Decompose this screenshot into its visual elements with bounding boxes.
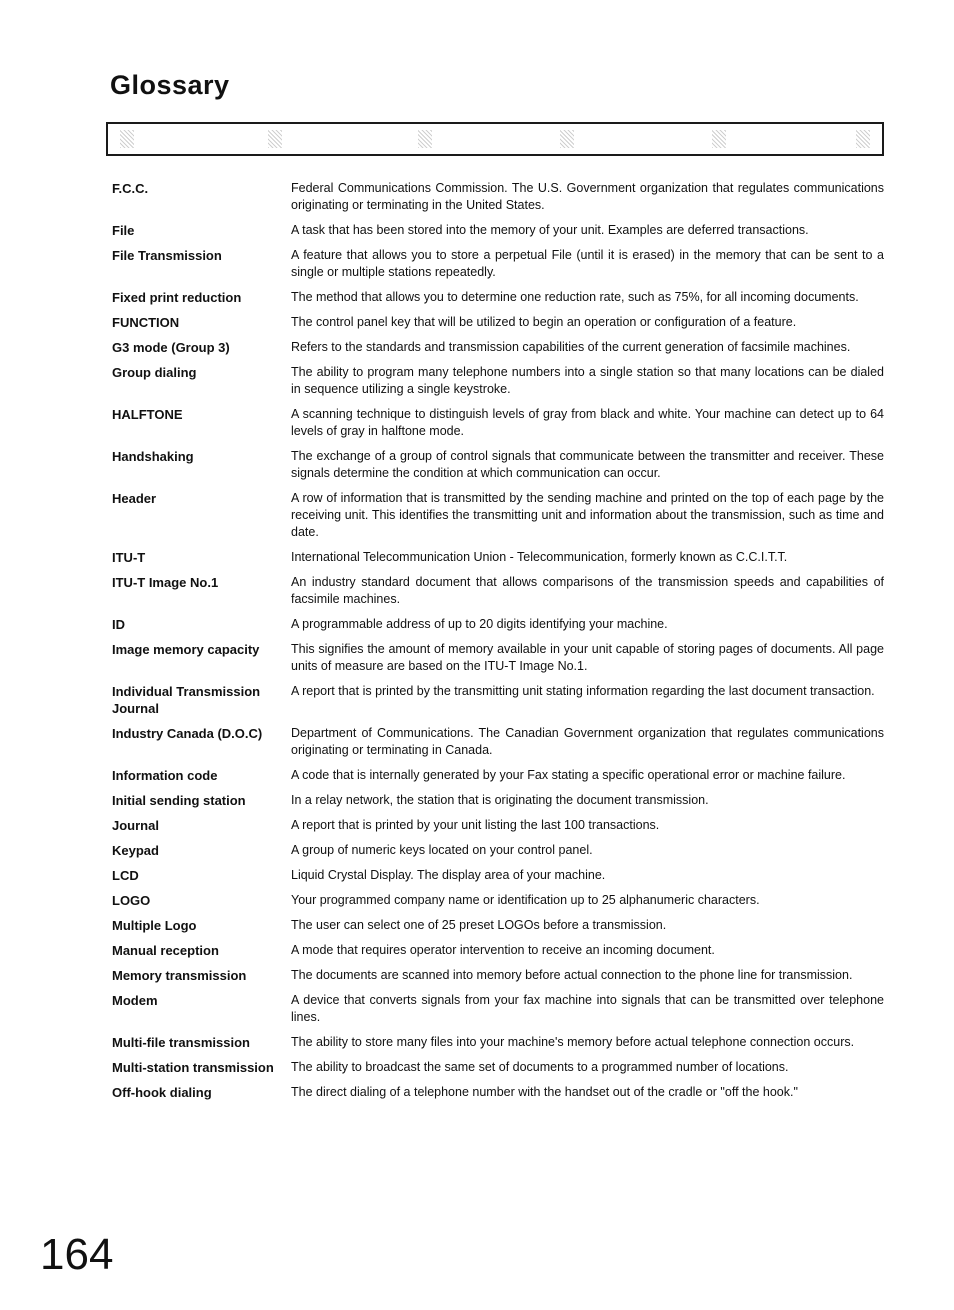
glossary-term: Image memory capacity xyxy=(112,642,260,657)
glossary-term: Header xyxy=(112,491,157,506)
glossary-term: Individual Transmission Journal xyxy=(112,684,261,716)
glossary-definition: Liquid Crystal Display. The display area of your machine. xyxy=(291,868,606,882)
glossary-entry xyxy=(112,222,884,239)
glossary-entry xyxy=(112,616,884,633)
glossary-term: Fixed print reduction xyxy=(112,290,242,305)
glossary-definition: A code that is internally generated by your Fax stating a specific operational error or machine failure. xyxy=(291,768,846,782)
glossary-term: Initial sending station xyxy=(112,793,246,808)
glossary-term: Keypad xyxy=(112,843,159,858)
glossary-definition: A mode that requires operator intervention to receive an incoming document. xyxy=(291,943,715,957)
page-number: 164 xyxy=(40,1230,114,1279)
glossary-term: ITU-T xyxy=(112,550,146,565)
glossary-term: G3 mode (Group 3) xyxy=(112,340,230,355)
glossary-entry xyxy=(112,992,884,1026)
glossary-definition: This signifies the amount of memory available in your unit capable of storing pages of documents. All page units of measure are based on the ITU-T Image No.1. xyxy=(291,642,884,673)
glossary-entry xyxy=(112,1059,884,1076)
glossary-term: Modem xyxy=(112,993,158,1008)
glossary-entry xyxy=(112,767,884,784)
glossary-definition: Department of Communications. The Canadian Government organization that regulates communications originating or terminating in Canada. xyxy=(291,726,884,757)
glossary-definition: A programmable address of up to 20 digits identifying your machine. xyxy=(291,617,668,631)
scan-artifact xyxy=(712,130,726,148)
glossary-term: Handshaking xyxy=(112,449,194,464)
glossary-definition: In a relay network, the station that is originating the document transmission. xyxy=(291,793,709,807)
glossary-entry xyxy=(112,942,884,959)
glossary-term: FUNCTION xyxy=(112,315,180,330)
glossary-definition: An industry standard document that allows comparisons of the transmission speeds and capabilities of facsimile machines. xyxy=(291,575,884,606)
glossary-definition: The control panel key that will be utilized to begin an operation or configuration of a feature. xyxy=(291,315,797,329)
glossary-definition: Your programmed company name or identification up to 25 alphanumeric characters. xyxy=(291,893,760,907)
glossary-entry xyxy=(112,247,884,281)
section-header-bar xyxy=(106,122,884,156)
glossary-definition: A row of information that is transmitted by the sending machine and printed on the top of each page by the receiving unit. This identifies the transmitting unit and information about the transmission, such as time and date. xyxy=(291,491,884,539)
glossary-entry xyxy=(112,364,884,398)
scan-artifact xyxy=(856,130,870,148)
glossary-entry xyxy=(112,725,884,759)
glossary-entry xyxy=(112,289,884,306)
glossary-term: Memory transmission xyxy=(112,968,247,983)
glossary-entry xyxy=(112,683,884,717)
glossary-entry xyxy=(112,917,884,934)
glossary-entry xyxy=(112,967,884,984)
glossary-term: Group dialing xyxy=(112,365,197,380)
glossary-entry xyxy=(112,448,884,482)
glossary-definition: A feature that allows you to store a perpetual File (until it is erased) in the memory that can be sent to a single or multiple stations repeatedly. xyxy=(291,248,884,279)
page-title: Glossary xyxy=(110,70,230,100)
glossary-term: Industry Canada (D.O.C) xyxy=(112,726,263,741)
glossary-definition: A report that is printed by the transmitting unit stating information regarding the last document transaction. xyxy=(291,684,875,698)
glossary-entry xyxy=(112,549,884,566)
glossary-term: ID xyxy=(112,617,125,632)
glossary-term: HALFTONE xyxy=(112,407,183,422)
glossary-definition: The direct dialing of a telephone number with the handset out of the cradle or "off the hook." xyxy=(291,1085,798,1099)
glossary-definition: A task that has been stored into the memory of your unit. Examples are deferred transactions. xyxy=(291,223,809,237)
glossary-entry xyxy=(112,867,884,884)
glossary-definition: A device that converts signals from your fax machine into signals that can be transmitted over telephone lines. xyxy=(291,993,884,1024)
scan-artifact xyxy=(560,130,574,148)
glossary-definition: International Telecommunication Union - Telecommunication, formerly known as C.C.I.T.T. xyxy=(291,550,788,564)
glossary-term: ITU-T Image No.1 xyxy=(112,575,219,590)
glossary-term: LCD xyxy=(112,868,139,883)
glossary-entry xyxy=(112,406,884,440)
glossary-entry xyxy=(112,314,884,331)
glossary-term: LOGO xyxy=(112,893,151,908)
glossary-entry xyxy=(112,574,884,608)
glossary-definition: Refers to the standards and transmission capabilities of the current generation of facsimile machines. xyxy=(291,340,851,354)
glossary-entry xyxy=(112,817,884,834)
glossary-entry xyxy=(112,892,884,909)
scan-artifact xyxy=(418,130,432,148)
glossary-definition: A group of numeric keys located on your control panel. xyxy=(291,843,593,857)
glossary-term: Information code xyxy=(112,768,218,783)
glossary-definition: The ability to broadcast the same set of documents to a programmed number of locations. xyxy=(291,1060,789,1074)
glossary-term: File xyxy=(112,223,135,238)
glossary-term: File Transmission xyxy=(112,248,222,263)
glossary-term: Multiple Logo xyxy=(112,918,197,933)
glossary-entry xyxy=(112,339,884,356)
glossary-term: Manual reception xyxy=(112,943,219,958)
glossary-definition: The ability to store many files into your machine's memory before actual telephone connection occurs. xyxy=(291,1035,855,1049)
glossary-entry xyxy=(112,490,884,541)
glossary-term: Off-hook dialing xyxy=(112,1085,212,1100)
glossary-entry xyxy=(112,180,884,214)
glossary-term: Multi-file transmission xyxy=(112,1035,250,1050)
glossary-term: F.C.C. xyxy=(112,181,149,196)
glossary-definition: The user can select one of 25 preset LOGOs before a transmission. xyxy=(291,918,667,932)
glossary-entry xyxy=(112,792,884,809)
glossary-entry xyxy=(112,1084,884,1101)
glossary-definition: A scanning technique to distinguish levels of gray from black and white. Your machine can detect up to 64 levels of gray in halftone mode. xyxy=(291,407,884,438)
glossary-term: Journal xyxy=(112,818,159,833)
glossary-definition: The ability to program many telephone numbers into a single station so that many locations can be dialed in sequence utilizing a single keystroke. xyxy=(291,365,884,396)
scan-artifact xyxy=(268,130,282,148)
scan-artifact xyxy=(120,130,134,148)
glossary-entry xyxy=(112,1034,884,1051)
glossary-definition: The exchange of a group of control signals that communicate between the transmitter and receiver. These signals determine the condition at which communication can occur. xyxy=(291,449,884,480)
glossary-definition: The documents are scanned into memory before actual connection to the phone line for transmission. xyxy=(291,968,853,982)
glossary-list xyxy=(112,180,884,1109)
glossary-definition: The method that allows you to determine one reduction rate, such as 75%, for all incoming documents. xyxy=(291,290,859,304)
glossary-entry xyxy=(112,842,884,859)
glossary-definition: Federal Communications Commission. The U.S. Government organization that regulates communications originating or terminating in the United States. xyxy=(291,181,884,212)
glossary-definition: A report that is printed by your unit listing the last 100 transactions. xyxy=(291,818,660,832)
glossary-term: Multi-station transmission xyxy=(112,1060,274,1075)
glossary-entry xyxy=(112,641,884,675)
